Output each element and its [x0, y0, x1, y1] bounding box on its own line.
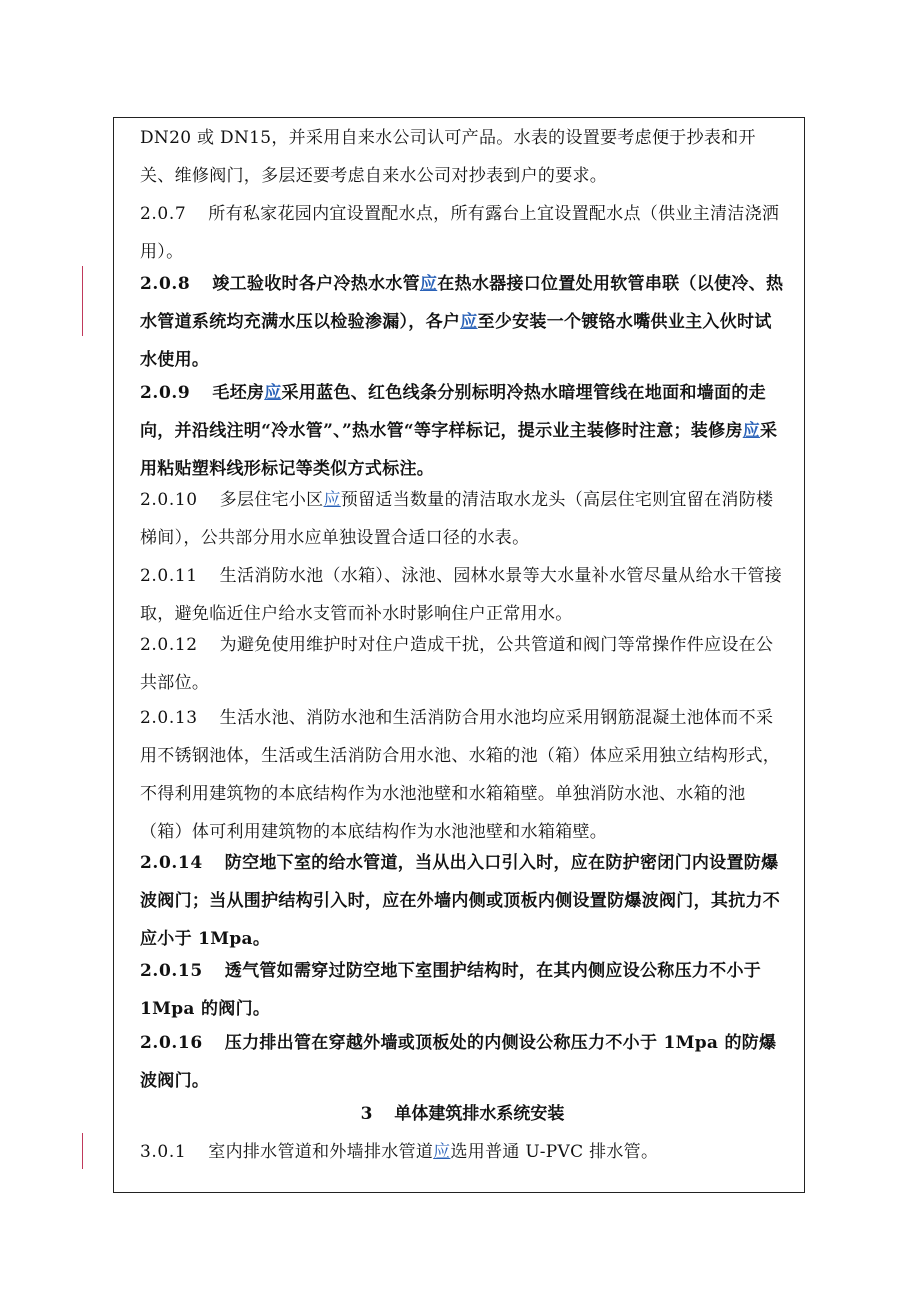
clause-text: 透气管如需穿过防空地下室围护结构时，在其内侧应设公称压力不小于 1Mpa 的阀门。	[140, 961, 762, 1019]
clause-2-0-8	[140, 265, 785, 379]
clause-text: 选用普通 U-PVC 排水管。	[450, 1142, 659, 1162]
keyword-link[interactable]: 应	[264, 383, 282, 403]
clause-number: 2.0.16	[140, 1033, 203, 1053]
clause-2-0-11	[140, 557, 785, 633]
clause-text: 竣工验收时各户冷热水水管	[212, 274, 420, 294]
section-title: 单体建筑排水系统安装	[394, 1104, 565, 1124]
revision-mark	[82, 266, 83, 336]
section-number: 3	[360, 1104, 373, 1124]
clause-text: 采用粘贴塑料线形标记等类似方式标注。	[140, 421, 778, 479]
section-heading	[140, 1095, 785, 1133]
keyword-link[interactable]: 应	[433, 1142, 451, 1162]
clause-number: 2.0.7	[140, 204, 187, 224]
keyword-link[interactable]: 应	[323, 490, 341, 510]
clause-text: 毛坯房	[212, 383, 265, 403]
clause-text: 生活水池、消防水池和生活消防合用水池均应采用钢筋混凝土池体而不采用不锈钢池体，生活或生活消防合用水池、水箱的池（箱）体应采用独立结构形式，不得利用建筑物的本底结构作为水池池壁和水箱箱壁。单独消防水池、水箱的池（箱）体可利用建筑物的本底结构作为水池池壁和水箱箱壁。	[140, 708, 781, 842]
clause-text: 室内排水管道和外墙排水管道	[208, 1142, 434, 1162]
clause-2-0-13	[140, 699, 785, 851]
clause-number: 2.0.8	[140, 274, 191, 294]
clause-2-0-7	[140, 195, 785, 271]
clause-3-0-1	[140, 1133, 785, 1171]
clause-number: 2.0.9	[140, 383, 191, 403]
clause-2-0-10	[140, 481, 785, 557]
clause-text: 所有私家花园内宜设置配水点，所有露台上宜设置配水点（供业主清洁浇洒用）。	[140, 204, 780, 262]
revision-mark	[82, 1133, 83, 1169]
clause-text: 防空地下室的给水管道，当从出入口引入时，应在防护密闭门内设置防爆波阀门；当从围护结构引入时，应在外墙内侧或顶板内侧设置防爆波阀门，其抗力不应小于 1Mpa。	[140, 853, 781, 949]
clause-text: 压力排出管在穿越外墙或顶板处的内侧设公称压力不小于 1Mpa 的防爆波阀门。	[140, 1033, 777, 1091]
clause-text: 为避免使用维护时对住户造成干扰，公共管道和阀门等常操作件应设在公共部位。	[140, 635, 774, 693]
keyword-link[interactable]: 应	[742, 421, 761, 441]
clause-text: 在热水器接口位置处用软管串联（以使冷、热水管道系统均充满水压以检验渗漏），各户	[140, 274, 784, 332]
clause-2-0-15	[140, 952, 785, 1028]
clause-2-0-12	[140, 626, 785, 702]
clause-number: 2.0.14	[140, 853, 203, 873]
clause-text: 生活消防水池（水箱）、泳池、园林水景等大水量补水管尽量从给水干管接取，避免临近住户给水支管而补水时影响住户正常用水。	[140, 566, 783, 624]
intro-text: DN20 或 DN15，并采用自来水公司认可产品。水表的设置要考虑便于抄表和开关、维修阀门，多层还要考虑自来水公司对抄表到户的要求。	[140, 128, 756, 186]
keyword-link[interactable]: 应	[460, 312, 478, 332]
clause-text: 采用蓝色、红色线条分别标明冷热水暗埋管线在地面和墙面的走向，并沿线注明“冷水管”、”热水管“等字样标记，提示业主装修时注意；装修房	[140, 383, 766, 441]
intro-paragraph	[140, 119, 785, 195]
clause-text: 预留适当数量的清洁取水龙头（高层住宅则宜留在消防楼梯间），公共部分用水应单独设置合适口径的水表。	[140, 490, 774, 548]
clause-2-0-9	[140, 374, 785, 488]
clause-number: 2.0.10	[140, 490, 198, 510]
clause-text: 至少安装一个镀铬水嘴供业主入伙时试水使用。	[140, 312, 772, 370]
clause-text: 多层住宅小区	[219, 490, 324, 510]
clause-2-0-16	[140, 1024, 785, 1100]
clause-number: 2.0.13	[140, 708, 198, 728]
keyword-link[interactable]: 应	[419, 274, 438, 294]
clause-number: 2.0.12	[140, 635, 198, 655]
clause-2-0-14	[140, 844, 785, 958]
clause-number: 3.0.1	[140, 1142, 187, 1162]
clause-number: 2.0.11	[140, 566, 198, 586]
clause-number: 2.0.15	[140, 961, 203, 981]
